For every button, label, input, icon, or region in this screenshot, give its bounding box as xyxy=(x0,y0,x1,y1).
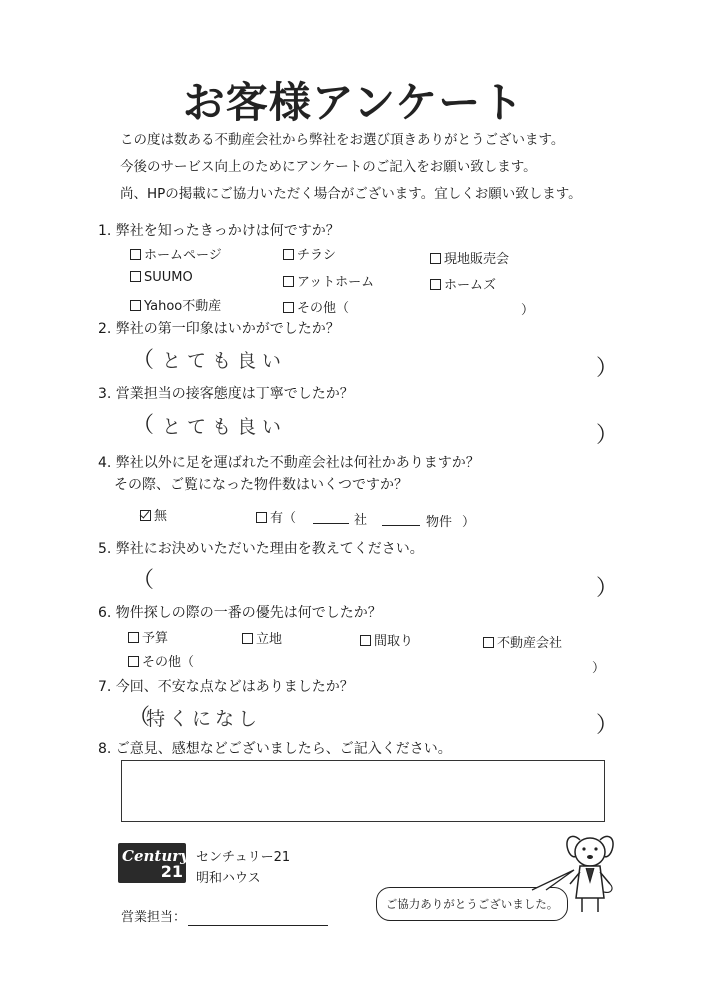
q4-question-line2: その際、ご覧になった物件数はいくつですか？ xyxy=(114,477,408,493)
q4-option-yes[interactable]: 有（ xyxy=(256,507,296,526)
q5-open-paren: （ xyxy=(132,568,155,593)
q5-close-paren: ） xyxy=(596,576,619,601)
q3-answer[interactable]: とても良い xyxy=(162,416,288,438)
checkbox-icon[interactable] xyxy=(430,279,441,290)
company-name-line1: センチュリー21 xyxy=(196,850,291,865)
checkbox-icon[interactable] xyxy=(128,656,139,667)
q4-unit-company: 社 xyxy=(354,513,368,528)
q5-question: 5. 弊社にお決めいただいた理由を教えてください。 xyxy=(98,541,424,557)
checkbox-icon[interactable] xyxy=(130,249,141,260)
q6-option-layout[interactable]: 間取り xyxy=(360,630,413,649)
q1-option-athome[interactable]: アットホーム xyxy=(283,271,374,290)
q6-option-agency[interactable]: 不動産会社 xyxy=(483,632,562,651)
q3-question: 3. 営業担当の接客態度は丁寧でしたか？ xyxy=(98,386,354,402)
q7-open-paren: （ xyxy=(128,705,151,730)
q4-question: 4. 弊社以外に足を運ばれた不動産会社は何社かありますか？ xyxy=(98,455,480,471)
page-title: お客様アンケート xyxy=(182,78,525,127)
q5-answer-field[interactable] xyxy=(162,566,582,590)
q1-option-yahoo[interactable]: Yahoo不動産 xyxy=(130,295,221,314)
q4-option-none[interactable]: 無 xyxy=(140,505,167,524)
q1-option-flyer[interactable]: チラシ xyxy=(283,244,336,263)
intro-line-1: この度は数ある不動産会社から弊社をお選び頂きありがとうございます。 xyxy=(120,132,565,148)
checkbox-icon[interactable] xyxy=(283,276,294,287)
q1-other-close-paren: ） xyxy=(521,303,535,318)
q1-option-suumo[interactable]: SUUMO xyxy=(130,270,193,285)
q7-close-paren: ） xyxy=(596,713,619,738)
q2-close-paren: ） xyxy=(596,356,619,381)
checkbox-icon[interactable] xyxy=(256,512,267,523)
checkbox-icon[interactable] xyxy=(283,249,294,260)
intro-line-3: 尚、HPの掲載にご協力いただく場合がございます。宜しくお願い致します。 xyxy=(120,186,582,202)
q3-open-paren: （ xyxy=(132,413,155,438)
q6-option-other[interactable]: その他（ xyxy=(128,651,194,670)
sales-rep-label: 営業担当： xyxy=(121,910,187,925)
checkbox-icon[interactable] xyxy=(128,632,139,643)
q7-answer[interactable]: 特くになし xyxy=(146,708,262,730)
century21-logo: Century 21 xyxy=(118,843,186,883)
checked-checkbox-icon[interactable] xyxy=(140,510,151,521)
q1-option-other[interactable]: その他（ xyxy=(283,297,349,316)
company-name-line2: 明和ハウス xyxy=(196,871,261,886)
q6-other-close-paren: ） xyxy=(592,661,606,676)
checkbox-icon[interactable] xyxy=(283,302,294,313)
sales-rep-signature-line[interactable] xyxy=(188,925,328,926)
dog-mascot-icon xyxy=(560,828,620,918)
q1-option-open-house[interactable]: 現地販売会 xyxy=(430,248,509,267)
q7-question: 7. 今回、不安な点などはありましたか？ xyxy=(98,679,354,695)
q2-answer[interactable]: とても良い xyxy=(162,350,288,372)
q6-question: 6. 物件探しの際の一番の優先は何でしたか？ xyxy=(98,605,382,621)
checkbox-icon[interactable] xyxy=(242,633,253,644)
q1-option-homepage[interactable]: ホームページ xyxy=(130,244,222,263)
thanks-speech-bubble: ご協力ありがとうございました。 xyxy=(376,887,568,921)
q2-question: 2. 弊社の第一印象はいかがでしたか？ xyxy=(98,321,340,337)
checkbox-icon[interactable] xyxy=(130,271,141,282)
checkbox-icon[interactable] xyxy=(430,253,441,264)
checkbox-icon[interactable] xyxy=(360,635,371,646)
q8-question: 8. ご意見、感想などございましたら、ご記入ください。 xyxy=(98,741,452,757)
q3-close-paren: ） xyxy=(596,423,619,448)
q4-close-paren: ） xyxy=(462,515,476,530)
checkbox-icon[interactable] xyxy=(483,637,494,648)
q2-open-paren: （ xyxy=(132,348,155,373)
q6-option-location[interactable]: 立地 xyxy=(242,628,282,647)
intro-line-2: 今後のサービス向上のためにアンケートのご記入をお願い致します。 xyxy=(120,159,537,175)
q6-option-budget[interactable]: 予算 xyxy=(128,627,168,646)
q1-option-homes[interactable]: ホームズ xyxy=(430,274,496,293)
comment-textbox[interactable] xyxy=(121,760,605,822)
q4-property-count-field[interactable] xyxy=(382,511,420,526)
q1-question: 1. 弊社を知ったきっかけは何ですか？ xyxy=(98,223,340,239)
q4-company-count-field[interactable] xyxy=(313,509,349,524)
q4-unit-property: 物件 xyxy=(426,515,453,530)
checkbox-icon[interactable] xyxy=(130,300,141,311)
